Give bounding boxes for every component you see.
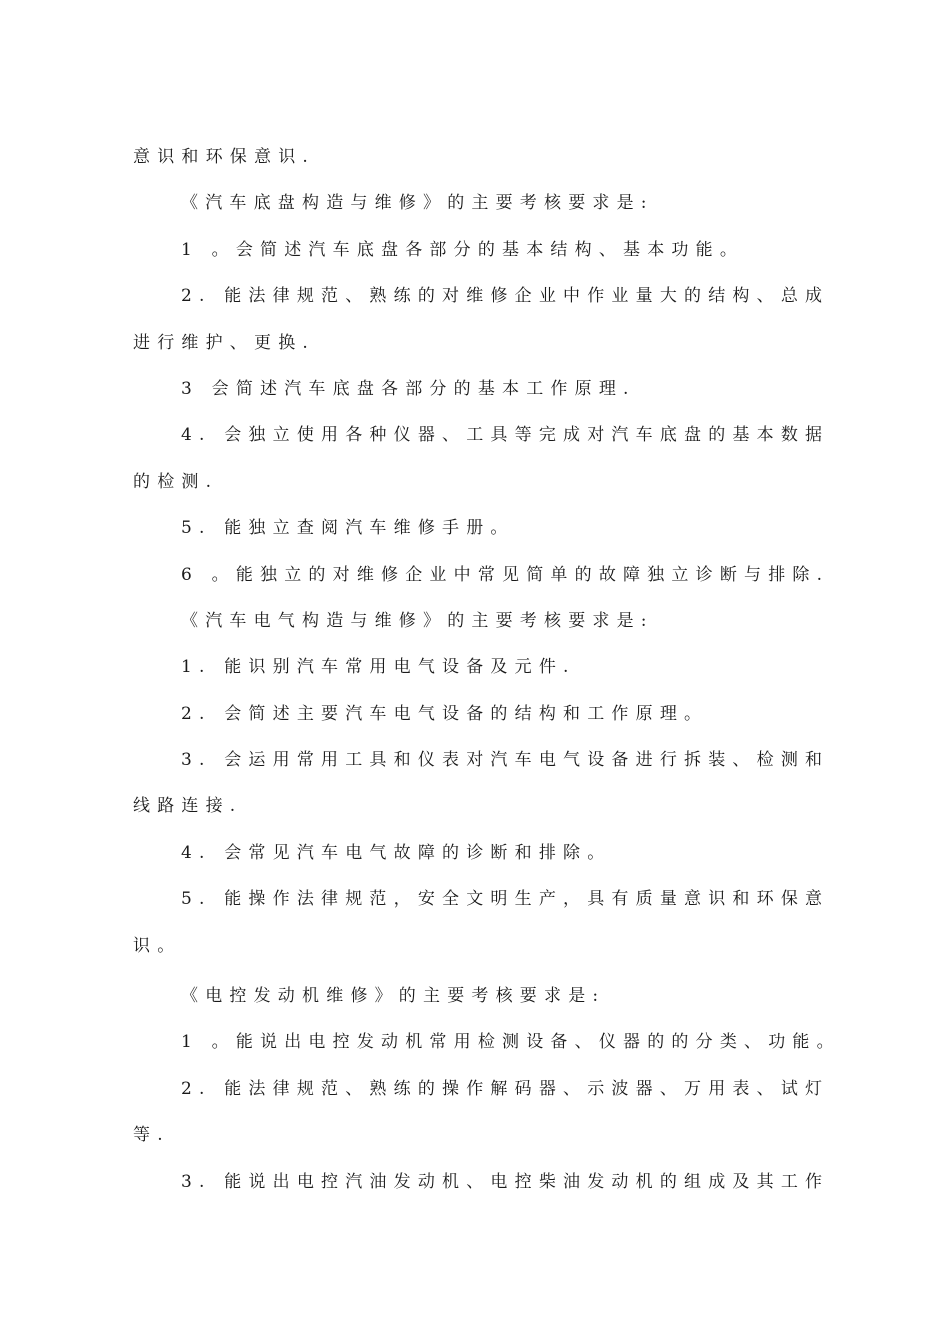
paragraph-line: 意识和环保意识. <box>133 147 316 167</box>
paragraph-line: 进行维护、更换. <box>133 332 316 353</box>
list-item: 4. 会独立使用各种仪器、工具等完成对汽车底盘的基本数据 <box>181 425 830 446</box>
section-heading: 《汽车电气构造与维修》的主要考核要求是: <box>181 610 654 631</box>
list-item: 3. 会运用常用工具和仪表对汽车电气设备进行拆装、检测和 <box>181 750 830 771</box>
list-item: 6 。能独立的对维修企业中常见简单的故障独立诊断与排除. <box>181 564 830 585</box>
body-text <box>133 138 841 1209</box>
paragraph-line: 线路连接. <box>133 796 243 817</box>
list-item: 5. 能独立查阅汽车维修手册。 <box>181 518 515 539</box>
list-item: 1. 能识别汽车常用电气设备及元件. <box>181 657 576 678</box>
list-item: 4. 会常见汽车电气故障的诊断和排除。 <box>181 842 612 863</box>
list-item: 1 。会简述汽车底盘各部分的基本结构、基本功能。 <box>181 239 745 260</box>
section-heading: 《汽车底盘构造与维修》的主要考核要求是: <box>181 193 654 214</box>
list-item: 2. 会简述主要汽车电气设备的结构和工作原理。 <box>181 703 709 724</box>
list-item: 1 。能说出电控发动机常用检测设备、仪器的的分类、功能。 <box>181 1032 841 1053</box>
section-heading: 《电控发动机维修》的主要考核要求是: <box>181 986 606 1007</box>
list-item: 2. 能法律规范、熟练的对维修企业中作业量大的结构、总成 <box>181 286 830 307</box>
list-item: 3. 能说出电控汽油发动机、电控柴油发动机的组成及其工作 <box>181 1171 830 1192</box>
list-item: 2. 能法律规范、熟练的操作解码器、示波器、万用表、试灯 <box>181 1078 830 1099</box>
list-item: 5. 能操作法律规范，安全文明生产，具有质量意识和环保意 <box>181 889 830 910</box>
paragraph-line: 等. <box>133 1125 170 1146</box>
paragraph-line: 识。 <box>133 935 182 956</box>
list-item: 3 会简述汽车底盘各部分的基本工作原理. <box>181 378 636 399</box>
paragraph-line: 的检测. <box>133 471 219 492</box>
